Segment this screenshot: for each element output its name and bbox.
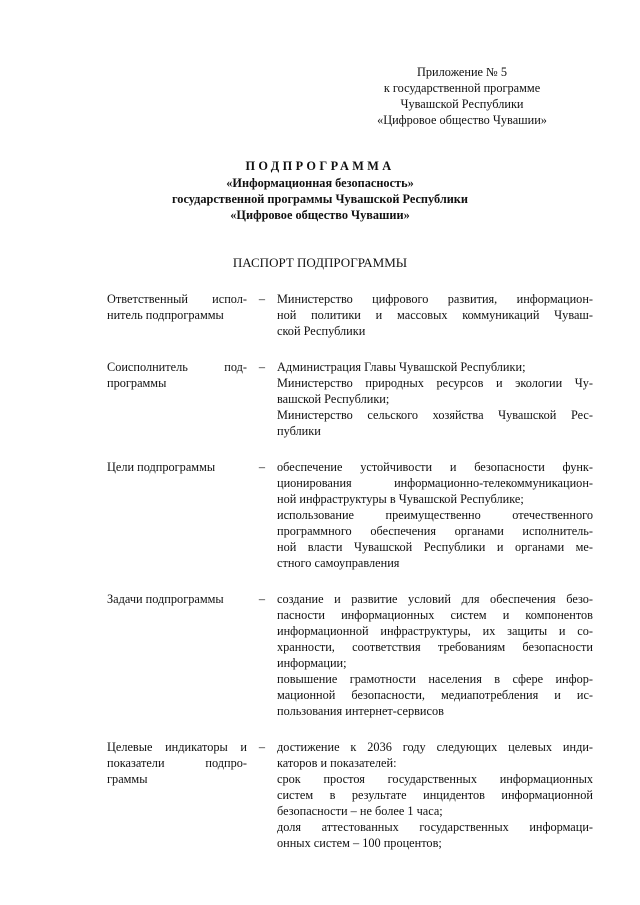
content-line: информации; bbox=[277, 656, 347, 670]
label-line: Ответственный испол- bbox=[107, 292, 247, 306]
passport-row-tasks bbox=[107, 591, 593, 719]
content-line: ской Республики bbox=[277, 324, 366, 338]
subprogram-program: государственной программы Чувашской Республики bbox=[172, 192, 468, 206]
annex-header bbox=[342, 64, 582, 128]
content-line: вашской Республики; bbox=[277, 392, 390, 406]
label-line: Задачи подпрограммы bbox=[107, 592, 224, 606]
annex-line: Приложение № 5 bbox=[416, 65, 508, 79]
content-line: программного обеспечения органами исполнитель- bbox=[277, 524, 593, 538]
row-content bbox=[277, 459, 593, 571]
content-line: Министерство сельского хозяйства Чувашской Рес- bbox=[277, 408, 593, 422]
passport-row-goals bbox=[107, 459, 593, 571]
content-line: мационной безопасности, медиапотребления и ис- bbox=[277, 688, 593, 702]
row-content bbox=[277, 591, 593, 719]
annex-line: «Цифровое общество Чувашии» bbox=[377, 113, 547, 127]
content-line: срок простоя государственных информационных bbox=[277, 772, 593, 786]
content-line: доля аттестованных государственных информаци- bbox=[277, 820, 593, 834]
content-line: онных систем – 100 процентов; bbox=[277, 836, 442, 850]
row-label bbox=[107, 591, 247, 719]
row-label bbox=[107, 291, 247, 339]
content-line: достижение к 2036 году следующих целевых инди- bbox=[277, 740, 593, 754]
label-line: программы bbox=[107, 376, 167, 390]
label-line: граммы bbox=[107, 772, 148, 786]
passport-table bbox=[107, 291, 593, 871]
content-line: публики bbox=[277, 424, 321, 438]
content-line: пасности информационных систем и компонентов bbox=[277, 608, 593, 622]
subprogram-heading: ПОДПРОГРАММА bbox=[245, 159, 395, 173]
annex-line: Чувашской Республики bbox=[400, 97, 524, 111]
passport-row-indicators bbox=[107, 739, 593, 851]
label-line: Цели подпрограммы bbox=[107, 460, 216, 474]
content-line: повышение грамотности населения в сфере инфор- bbox=[277, 672, 593, 686]
row-content bbox=[277, 359, 593, 439]
dash-separator: – bbox=[258, 592, 266, 606]
label-line: показатели подпро- bbox=[107, 756, 247, 770]
content-line: Министерство цифрового развития, информацион- bbox=[277, 292, 593, 306]
content-line: ной власти Чувашской Республики и органами ме- bbox=[277, 540, 593, 554]
dash-separator: – bbox=[258, 292, 266, 306]
content-line: систем в результате инцидентов информационной bbox=[277, 788, 593, 802]
annex-line: к государственной программе bbox=[383, 81, 541, 95]
content-line: создание и развитие условий для обеспечения безо- bbox=[277, 592, 593, 606]
dash-separator: – bbox=[258, 460, 266, 474]
content-line: ной политики и массовых коммуникаций Чуваш- bbox=[277, 308, 593, 322]
content-line: информационной инфраструктуры, их защиты и со- bbox=[277, 624, 593, 638]
content-line: ционирования информационно-телекоммуникацион- bbox=[277, 476, 593, 490]
content-line: Администрация Главы Чувашской Республики; bbox=[277, 360, 526, 374]
content-line: использование преимущественно отечественного bbox=[277, 508, 593, 522]
label-line: нитель подпрограммы bbox=[107, 308, 224, 322]
subprogram-name: «Информационная безопасность» bbox=[226, 176, 414, 190]
subprogram-title bbox=[0, 158, 640, 223]
content-line: каторов и показателей: bbox=[277, 756, 397, 770]
content-line: пользования интернет-сервисов bbox=[277, 704, 444, 718]
row-content bbox=[277, 291, 593, 339]
dash-separator: – bbox=[258, 740, 266, 754]
row-label bbox=[107, 359, 247, 439]
row-content bbox=[277, 739, 593, 851]
label-line: Соисполнитель под- bbox=[107, 360, 247, 374]
content-line: Министерство природных ресурсов и экологии Чу- bbox=[277, 376, 593, 390]
content-line: обеспечение устойчивости и безопасности функ- bbox=[277, 460, 593, 474]
dash-separator: – bbox=[258, 360, 266, 374]
content-line: хранности, соответствия требованиям безопасности bbox=[277, 640, 593, 654]
passport-row-coexecutor bbox=[107, 359, 593, 439]
row-label bbox=[107, 739, 247, 851]
passport-row-responsible bbox=[107, 291, 593, 339]
label-line: Целевые индикаторы и bbox=[107, 740, 247, 754]
passport-title: ПАСПОРТ ПОДПРОГРАММЫ bbox=[232, 255, 408, 270]
content-line: стного самоуправления bbox=[277, 556, 400, 570]
row-label bbox=[107, 459, 247, 571]
subprogram-program-name: «Цифровое общество Чувашии» bbox=[230, 208, 410, 222]
content-line: безопасности – не более 1 часа; bbox=[277, 804, 443, 818]
content-line: ной инфраструктуры в Чувашской Республике; bbox=[277, 492, 524, 506]
